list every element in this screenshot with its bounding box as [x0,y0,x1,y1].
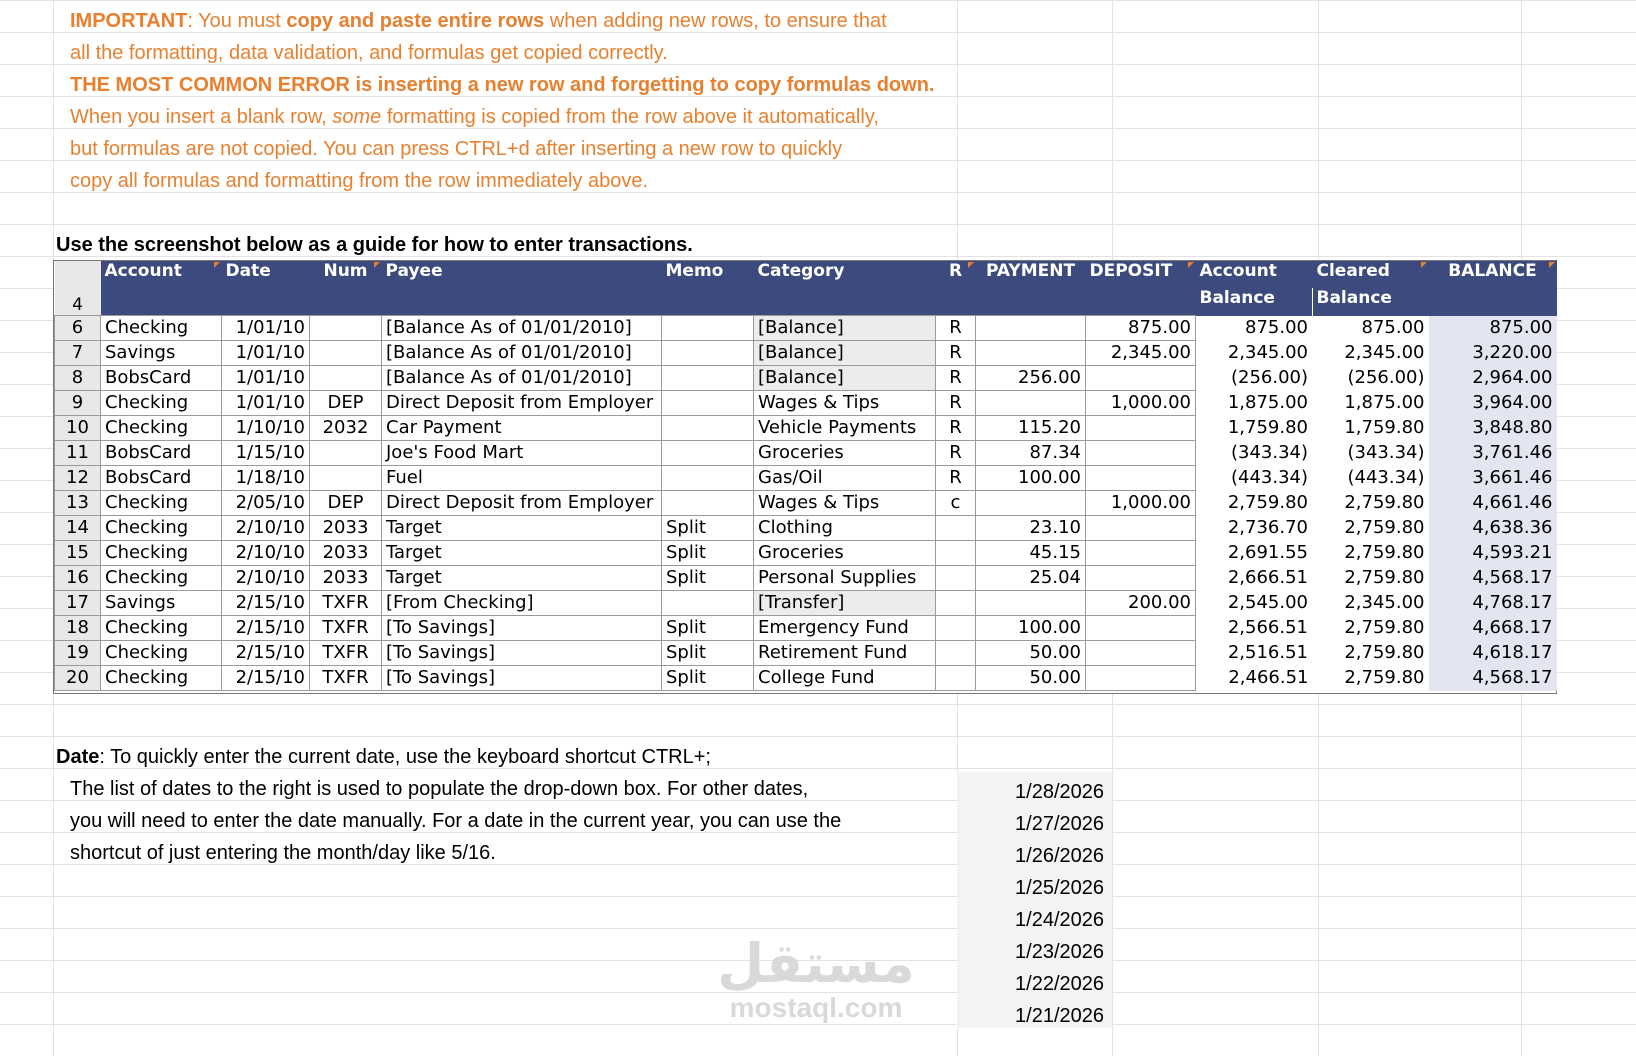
cell-deposit[interactable] [1086,516,1196,541]
note-line-6[interactable]: copy all formulas and formatting from the row immediately above. [70,170,649,192]
cell-payee[interactable]: Target [382,566,662,591]
cell-category[interactable]: Groceries [754,541,936,566]
cell-num[interactable] [310,366,382,391]
cell-r[interactable]: c [936,491,976,516]
cell-payee[interactable]: Direct Deposit from Employer [382,491,662,516]
cell-deposit[interactable] [1086,416,1196,441]
col-header-memo[interactable]: Memo [662,261,754,288]
cell-r[interactable]: R [936,391,976,416]
cell-cleared-balance[interactable]: 2,759.80 [1344,567,1425,588]
cell-deposit[interactable]: 1,000.00 [1086,391,1196,416]
col-header-account-balance[interactable]: Account [1196,261,1313,288]
cell-balance[interactable]: 4,638.36 [1429,516,1557,541]
watermark [716,932,916,1023]
cell-account-balance[interactable]: 2,759.80 [1227,492,1308,513]
row-number[interactable]: 19 [55,641,101,666]
cell-date[interactable]: 1/01/10 [222,366,310,391]
cell-account[interactable]: BobsCard [101,441,222,466]
date-list-column [957,772,1112,1028]
cell-num[interactable]: DEP [310,491,382,516]
cell-payee[interactable]: [To Savings] [382,666,662,691]
cell-account-balance[interactable]: 2,666.51 [1227,567,1308,588]
cell-r[interactable] [936,666,976,691]
table-row [55,366,1557,391]
cell-deposit[interactable] [1086,641,1196,666]
date-list-item[interactable]: 1/23/2026 [1015,941,1104,963]
cell-balance[interactable]: 4,618.17 [1429,641,1557,666]
date-help-line-1[interactable]: Date: To quickly enter the current date, use the keyboard shortcut CTRL+; [56,746,711,768]
cell-cleared-balance[interactable]: 2,759.80 [1344,642,1425,663]
col-header-category[interactable]: Category [754,261,936,288]
cell-balance[interactable]: 4,593.21 [1429,541,1557,566]
cell-date[interactable]: 1/15/10 [222,441,310,466]
cell-num[interactable] [310,466,382,491]
date-list-item[interactable]: 1/22/2026 [1015,973,1104,995]
cell-memo[interactable] [662,316,754,341]
cell-deposit[interactable] [1086,616,1196,641]
date-list-item[interactable]: 1/25/2026 [1015,877,1104,899]
cell-deposit[interactable] [1086,666,1196,691]
cell-date[interactable]: 1/01/10 [222,341,310,366]
note-line-2[interactable]: all the formatting, data validation, and formulas get copied correctly. [70,42,668,64]
cell-payee[interactable]: [From Checking] [382,591,662,616]
cell-memo[interactable]: Split [662,641,754,666]
cell-r[interactable]: R [936,341,976,366]
cell-cleared-balance[interactable]: 2,759.80 [1344,667,1425,688]
watermark-latin: mostaql.com [729,992,903,1023]
cell-balance[interactable]: 2,964.00 [1429,366,1557,391]
cell-payment[interactable] [976,391,1086,416]
col-header-deposit[interactable]: DEPOSIT [1086,261,1196,288]
cell-payee[interactable]: Target [382,541,662,566]
cell-account-balance[interactable]: (343.34) [1230,442,1308,463]
cell-memo[interactable] [662,466,754,491]
col-header-r[interactable]: R [936,261,976,288]
cell-date[interactable]: 2/10/10 [222,541,310,566]
cell-category[interactable]: Clothing [754,516,936,541]
watermark-arabic: مستقل [717,932,915,995]
note-line-4[interactable]: When you insert a blank row, some formatting is copied from the row above it automatically, [70,106,879,128]
cell-category[interactable]: Emergency Fund [754,616,936,641]
cell-cleared-balance[interactable]: 1,875.00 [1344,392,1425,413]
table-row [55,316,1557,341]
cell-account[interactable]: Savings [101,591,222,616]
cell-category[interactable]: [Balance] [754,341,936,366]
cell-num[interactable] [310,341,382,366]
cell-num[interactable] [310,316,382,341]
cell-payee[interactable]: Fuel [382,466,662,491]
cell-category[interactable]: Retirement Fund [754,641,936,666]
table-row [55,591,1557,616]
cell-deposit[interactable]: 200.00 [1086,591,1196,616]
cell-memo[interactable] [662,591,754,616]
cell-num[interactable]: TXFR [310,591,382,616]
table-row [55,466,1557,491]
cell-category[interactable]: College Fund [754,666,936,691]
cell-r[interactable]: R [936,316,976,341]
date-list-item[interactable]: 1/24/2026 [1015,909,1104,931]
cell-memo[interactable] [662,416,754,441]
cell-account[interactable]: Checking [101,616,222,641]
row-number[interactable]: 8 [55,366,101,391]
cell-category[interactable]: [Transfer] [754,591,936,616]
cell-memo[interactable]: Split [662,616,754,641]
cell-memo[interactable] [662,366,754,391]
col-header-date[interactable]: Date [222,261,310,288]
cell-account[interactable]: BobsCard [101,466,222,491]
cell-num[interactable]: TXFR [310,616,382,641]
cell-account[interactable]: Checking [101,416,222,441]
cell-date[interactable]: 2/15/10 [222,641,310,666]
col-header-num[interactable]: Num [310,261,382,288]
row-number[interactable]: 10 [55,416,101,441]
col-header-account-balance-2: Balance [1196,288,1313,316]
cell-account[interactable]: Checking [101,666,222,691]
cell-date[interactable]: 2/10/10 [222,566,310,591]
table-row [55,491,1557,516]
cell-memo[interactable] [662,391,754,416]
cell-category[interactable]: Personal Supplies [754,566,936,591]
table-row [55,566,1557,591]
cell-balance[interactable]: 3,964.00 [1429,391,1557,416]
date-list-item[interactable]: 1/27/2026 [1015,813,1104,835]
cell-payment[interactable] [976,316,1086,341]
table-row [55,516,1557,541]
cell-date[interactable]: 1/10/10 [222,416,310,441]
cell-date[interactable]: 1/01/10 [222,316,310,341]
cell-cleared-balance[interactable]: 2,345.00 [1344,592,1425,613]
cell-cleared-balance[interactable]: (256.00) [1347,367,1425,388]
cell-num[interactable]: TXFR [310,641,382,666]
cell-payment[interactable]: 45.15 [976,541,1086,566]
cell-r[interactable] [936,566,976,591]
cell-r[interactable] [936,591,976,616]
cell-payee[interactable]: [Balance As of 01/01/2010] [382,316,662,341]
date-help-line-2[interactable]: The list of dates to the right is used to populate the drop-down box. For other dates, [70,778,809,800]
table-row [55,641,1557,666]
cell-account[interactable]: BobsCard [101,366,222,391]
cell-r[interactable] [936,641,976,666]
cell-date[interactable]: 2/15/10 [222,666,310,691]
cell-payment[interactable]: 50.00 [976,666,1086,691]
cell-memo[interactable]: Split [662,516,754,541]
cell-account[interactable]: Checking [101,641,222,666]
cell-category[interactable]: [Balance] [754,316,936,341]
cell-payee[interactable]: Car Payment [382,416,662,441]
cell-account[interactable]: Savings [101,341,222,366]
row-number[interactable]: 14 [55,516,101,541]
col-header-payee[interactable]: Payee [382,261,662,288]
table-row [55,666,1557,691]
note-line-5[interactable]: but formulas are not copied. You can press CTRL+d after inserting a new row to quickly [70,138,843,160]
cell-cleared-balance[interactable]: 2,759.80 [1344,517,1425,538]
cell-payment[interactable]: 23.10 [976,516,1086,541]
cell-deposit[interactable] [1086,566,1196,591]
cell-deposit[interactable]: 875.00 [1086,316,1196,341]
cell-payment[interactable] [976,491,1086,516]
cell-account-balance[interactable]: 2,691.55 [1227,542,1308,563]
cell-account[interactable]: Checking [101,316,222,341]
cell-account[interactable]: Checking [101,516,222,541]
date-list-item[interactable]: 1/21/2026 [1015,1005,1104,1027]
row-number[interactable]: 17 [55,591,101,616]
cell-deposit[interactable]: 2,345.00 [1086,341,1196,366]
cell-payee[interactable]: [To Savings] [382,641,662,666]
cell-cleared-balance[interactable]: 1,759.80 [1344,417,1425,438]
row-number[interactable]: 16 [55,566,101,591]
cell-deposit[interactable]: 1,000.00 [1086,491,1196,516]
guide-heading[interactable]: Use the screenshot below as a guide for how to enter transactions. [56,234,693,256]
cell-account-balance[interactable]: 1,875.00 [1227,392,1308,413]
cell-r[interactable] [936,541,976,566]
cell-account-balance[interactable]: 2,345.00 [1227,342,1308,363]
cell-deposit[interactable] [1086,366,1196,391]
cell-memo[interactable] [662,341,754,366]
cell-payment[interactable] [976,341,1086,366]
cell-payment[interactable]: 100.00 [976,616,1086,641]
cell-memo[interactable] [662,441,754,466]
cell-date[interactable]: 2/15/10 [222,616,310,641]
cell-balance[interactable]: 3,220.00 [1429,341,1557,366]
table-header-row-2 [55,288,1557,316]
cell-cleared-balance[interactable]: 2,759.80 [1344,542,1425,563]
cell-category[interactable]: Vehicle Payments [754,416,936,441]
row-number[interactable]: 9 [55,391,101,416]
cell-account-balance[interactable]: (256.00) [1230,367,1308,388]
col-header-payment[interactable]: PAYMENT [976,261,1086,288]
cell-memo[interactable]: Split [662,666,754,691]
row-number[interactable]: 6 [55,316,101,341]
col-header-cleared-balance[interactable]: Cleared [1313,261,1429,288]
cell-category[interactable]: [Balance] [754,366,936,391]
cell-category[interactable]: Wages & Tips [754,491,936,516]
cell-account-balance[interactable]: 1,759.80 [1227,417,1308,438]
cell-payment[interactable]: 50.00 [976,641,1086,666]
cell-account-balance[interactable]: 2,736.70 [1227,517,1308,538]
row-number[interactable]: 7 [55,341,101,366]
row-number[interactable]: 18 [55,616,101,641]
table-row [55,416,1557,441]
cell-account[interactable]: Checking [101,566,222,591]
cell-cleared-balance[interactable]: 875.00 [1361,317,1425,338]
row-number[interactable]: 11 [55,441,101,466]
cell-r[interactable]: R [936,416,976,441]
cell-balance[interactable]: 3,761.46 [1429,441,1557,466]
cell-cleared-balance[interactable]: (443.34) [1347,467,1425,488]
cell-payment[interactable]: 100.00 [976,466,1086,491]
cell-account-balance[interactable]: 2,566.51 [1227,617,1308,638]
col-header-account[interactable]: Account [101,261,222,288]
cell-account-balance[interactable]: 2,466.51 [1228,667,1309,688]
row-number[interactable]: 13 [55,491,101,516]
cell-account[interactable]: Checking [101,491,222,516]
cell-cleared-balance[interactable]: 2,759.80 [1344,617,1425,638]
row-number[interactable]: 20 [55,666,101,691]
cell-account-balance[interactable]: 875.00 [1245,317,1308,338]
cell-balance[interactable]: 4,568.17 [1429,566,1557,591]
row-number[interactable]: 12 [55,466,101,491]
cell-cleared-balance[interactable]: (343.34) [1347,442,1425,463]
cell-r[interactable]: R [936,466,976,491]
row-number[interactable]: 15 [55,541,101,566]
cell-num[interactable]: 2033 [310,566,382,591]
table-row [55,341,1557,366]
cell-payment[interactable]: 115.20 [976,416,1086,441]
note-important[interactable]: IMPORTANT: You must copy and paste entire rows when adding new rows, to ensure that [70,10,887,32]
cell-num[interactable]: DEP [310,391,382,416]
cell-account-balance[interactable]: 2,545.00 [1227,592,1308,613]
cell-r[interactable]: R [936,441,976,466]
cell-date[interactable]: 1/01/10 [222,391,310,416]
note-common-error[interactable]: THE MOST COMMON ERROR is inserting a new row and forgetting to copy formulas down. [70,74,935,96]
cell-balance[interactable]: 4,661.46 [1429,491,1557,516]
cell-payee[interactable]: [To Savings] [382,616,662,641]
transactions-example-table [53,260,1557,694]
cell-deposit[interactable] [1086,541,1196,566]
date-list-item[interactable]: 1/26/2026 [1015,845,1104,867]
cell-r[interactable] [936,616,976,641]
cell-payee[interactable]: Target [382,516,662,541]
cell-memo[interactable]: Split [662,566,754,591]
cell-payment[interactable]: 25.04 [976,566,1086,591]
cell-payment[interactable] [976,591,1086,616]
cell-account[interactable]: Checking [101,541,222,566]
cell-num[interactable]: 2032 [310,416,382,441]
cell-deposit[interactable] [1086,441,1196,466]
cell-balance[interactable]: 4,568.17 [1429,666,1557,691]
cell-payee[interactable]: [Balance As of 01/01/2010] [382,341,662,366]
cell-category[interactable]: Gas/Oil [754,466,936,491]
table-row [55,441,1557,466]
cell-balance[interactable]: 875.00 [1429,316,1557,341]
cell-account[interactable]: Checking [101,391,222,416]
cell-memo[interactable] [662,491,754,516]
cell-balance[interactable]: 4,768.17 [1429,591,1557,616]
cell-category[interactable]: Wages & Tips [754,391,936,416]
cell-date[interactable]: 2/15/10 [222,591,310,616]
cell-date[interactable]: 2/10/10 [222,516,310,541]
col-header-cleared-balance-2: Balance [1313,288,1429,316]
cell-payment[interactable]: 256.00 [976,366,1086,391]
cell-deposit[interactable] [1086,466,1196,491]
cell-r[interactable] [936,516,976,541]
table-row [55,391,1557,416]
table-header-row [55,261,1557,288]
cell-category[interactable]: Groceries [754,441,936,466]
col-header-balance[interactable]: BALANCE [1429,261,1557,288]
cell-balance[interactable]: 4,668.17 [1429,616,1557,641]
cell-account-balance[interactable]: (443.34) [1230,467,1308,488]
cell-payee[interactable]: Direct Deposit from Employer [382,391,662,416]
cell-num[interactable]: 2033 [310,516,382,541]
cell-payee[interactable]: Joe's Food Mart [382,441,662,466]
cell-payee[interactable]: [Balance As of 01/01/2010] [382,366,662,391]
cell-cleared-balance[interactable]: 2,759.80 [1344,492,1425,513]
cell-num[interactable]: 2033 [310,541,382,566]
header-row-number: 4 [55,261,101,316]
cell-num[interactable] [310,441,382,466]
cell-cleared-balance[interactable]: 2,345.00 [1344,342,1425,363]
cell-payment[interactable]: 87.34 [976,441,1086,466]
date-help-line-4[interactable]: shortcut of just entering the month/day like 5/16. [70,842,496,864]
cell-balance[interactable]: 3,848.80 [1429,416,1557,441]
cell-r[interactable]: R [936,366,976,391]
cell-balance[interactable]: 3,661.46 [1429,466,1557,491]
date-list-item[interactable]: 1/28/2026 [1015,781,1104,803]
cell-date[interactable]: 2/05/10 [222,491,310,516]
cell-date[interactable]: 1/18/10 [222,466,310,491]
cell-num[interactable]: TXFR [310,666,382,691]
table-row [55,616,1557,641]
cell-memo[interactable]: Split [662,541,754,566]
date-help-line-3[interactable]: you will need to enter the date manually. For a date in the current year, you can use the [70,810,842,832]
cell-account-balance[interactable]: 2,516.51 [1227,642,1308,663]
table-row [55,541,1557,566]
